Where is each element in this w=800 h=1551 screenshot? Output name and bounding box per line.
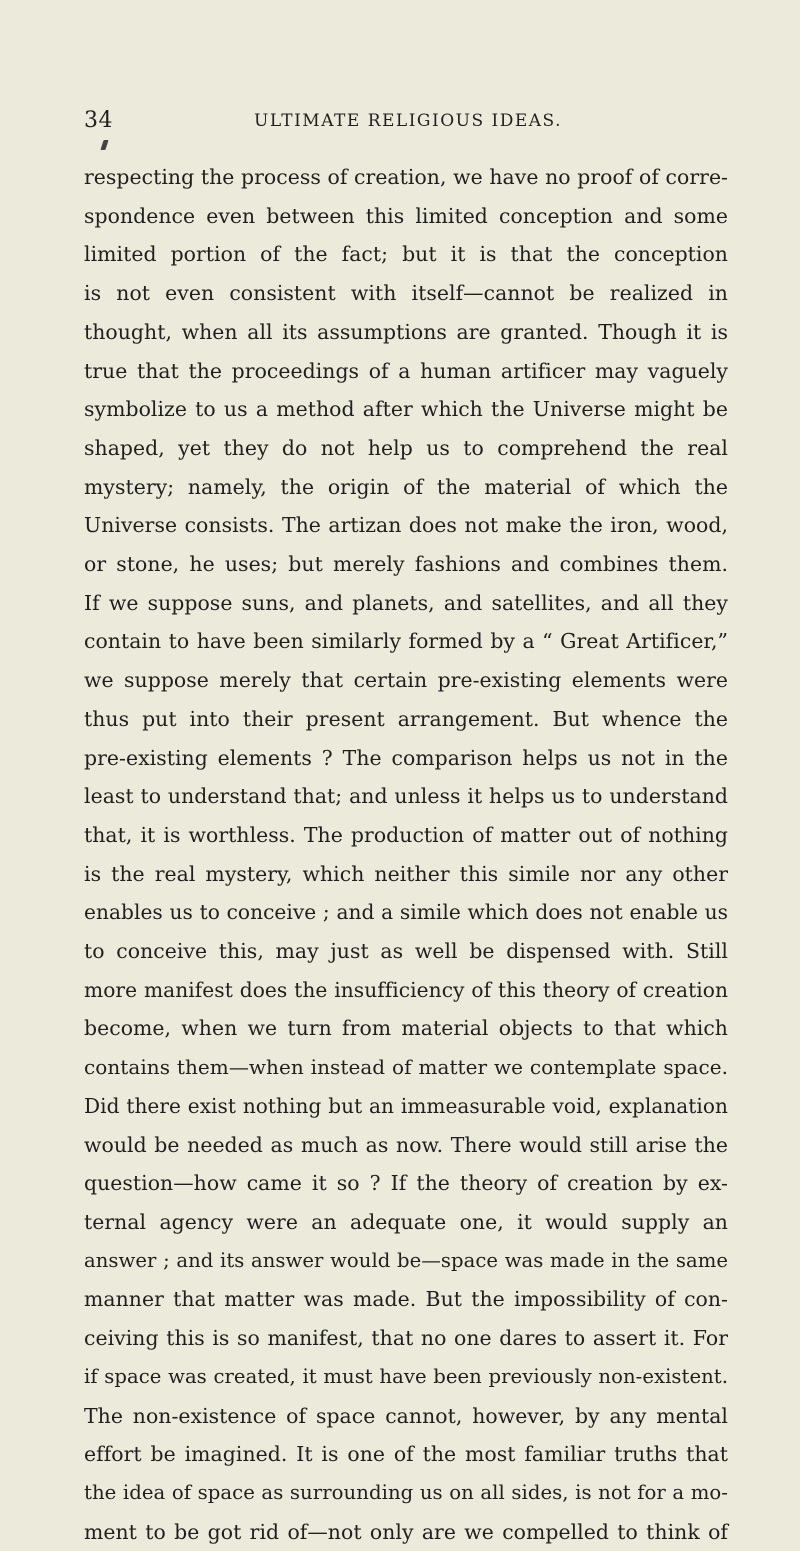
text-line: Universe consists. The artizan does not make the iron, wood,	[84, 513, 728, 538]
text-line: Did there exist nothing but an immeasurable void, explanation	[84, 1093, 728, 1118]
text-line: respecting the process of creation, we have no proof of corre-	[84, 165, 728, 189]
text-line: to conceive this, may just as well be dispensed with. Still	[84, 939, 728, 964]
text-line: the idea of space as surrounding us on all sides, is not for a mo-	[84, 1480, 728, 1504]
text-line: is not even consistent with itself—cannot be realized in	[84, 281, 728, 306]
text-line: enables us to conceive ; and a simile which does not enable us	[84, 900, 728, 925]
body-text	[84, 158, 728, 1551]
running-head	[84, 106, 724, 136]
text-line: ceiving this is so manifest, that no one dares to assert it. For	[84, 1326, 728, 1351]
text-line: manner that matter was made. But the impossibility of con-	[84, 1287, 728, 1312]
text-line: thus put into their present arrangement. But whence the	[84, 706, 728, 731]
text-line: would be needed as much as now. There would still arise the	[84, 1132, 728, 1157]
text-line: thought, when all its assumptions are granted. Though it is	[84, 319, 728, 344]
page-number: 34	[84, 108, 113, 133]
text-line: answer ; and its answer would be—space was made in the same	[84, 1248, 728, 1272]
text-line: spondence even between this limited conception and some	[84, 203, 728, 228]
text-line: that, it is worthless. The production of matter out of nothing	[84, 822, 728, 847]
text-line: true that the proceedings of a human artificer may vaguely	[84, 358, 728, 383]
text-line: least to understand that; and unless it helps us to understand	[84, 784, 728, 809]
text-line: we suppose merely that certain pre-existing elements were	[84, 668, 728, 693]
text-line: limited portion of the fact; but it is that the conception	[84, 242, 728, 267]
text-line: symbolize to us a method after which the Universe might be	[84, 397, 728, 422]
text-line: The non-existence of space cannot, however, by any mental	[84, 1403, 728, 1428]
text-line: contains them—when instead of matter we contemplate space.	[84, 1055, 728, 1080]
text-line: ment to be got rid of—not only are we compelled to think of	[84, 1519, 728, 1544]
printer-mark	[100, 140, 108, 150]
text-line: become, when we turn from material objects to that which	[84, 1016, 728, 1041]
text-line: If we suppose suns, and planets, and satellites, and all they	[84, 590, 728, 615]
text-line: mystery; namely, the origin of the material of which the	[84, 474, 728, 499]
text-line: if space was created, it must have been previously non-existent.	[84, 1364, 728, 1388]
text-line: or stone, he uses; but merely fashions and combines them.	[84, 552, 728, 577]
text-line: more manifest does the insufficiency of this theory of creation	[84, 977, 728, 1002]
text-line: ternal agency were an adequate one, it would supply an	[84, 1209, 728, 1234]
running-title: ULTIMATE RELIGIOUS IDEAS.	[254, 111, 562, 131]
text-line: pre-existing elements ? The comparison helps us not in the	[84, 745, 728, 770]
text-line: shaped, yet they do not help us to comprehend the real	[84, 435, 728, 460]
text-line: contain to have been similarly formed by a “ Great Artificer,”	[84, 629, 728, 654]
text-line: is the real mystery, which neither this simile nor any other	[84, 861, 728, 886]
text-line: question—how came it so ? If the theory of creation by ex-	[84, 1171, 728, 1196]
text-line: effort be imagined. It is one of the most familiar truths that	[84, 1442, 728, 1467]
